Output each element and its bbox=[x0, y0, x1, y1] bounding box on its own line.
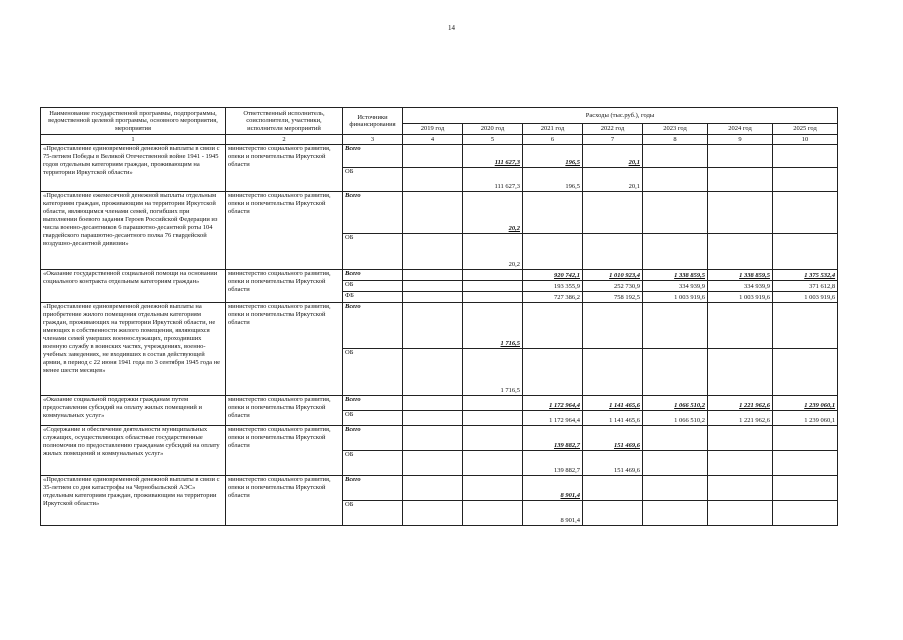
expense-value bbox=[643, 168, 708, 192]
expense-value bbox=[463, 451, 523, 476]
expense-value bbox=[463, 501, 523, 526]
header-year: 2024 год bbox=[708, 124, 773, 135]
header-year: 2025 год bbox=[773, 124, 838, 135]
expense-value: 1 066 510,2 bbox=[643, 396, 708, 411]
expense-value bbox=[708, 426, 773, 451]
expense-value bbox=[708, 451, 773, 476]
responsible-executor: министерство социального развития, опеки и попечительства Иркутской области bbox=[226, 270, 343, 303]
expense-value bbox=[643, 426, 708, 451]
expense-value bbox=[583, 476, 643, 501]
expense-value bbox=[773, 303, 838, 349]
expense-value bbox=[773, 192, 838, 234]
expense-value bbox=[643, 145, 708, 168]
expense-value bbox=[708, 145, 773, 168]
responsible-executor: министерство социального развития, опеки и попечительства Иркутской области bbox=[226, 396, 343, 426]
responsible-executor: министерство социального развития, опеки и попечительства Иркутской области bbox=[226, 192, 343, 270]
expense-value bbox=[643, 501, 708, 526]
expense-value: 196,5 bbox=[523, 168, 583, 192]
expense-value: 20,1 bbox=[583, 168, 643, 192]
expense-value: 334 939,9 bbox=[643, 281, 708, 292]
expense-value: 8 901,4 bbox=[523, 476, 583, 501]
funding-source: Всего bbox=[343, 426, 403, 451]
expense-value: 1 172 964,4 bbox=[523, 396, 583, 411]
table-row bbox=[41, 270, 838, 281]
funding-source: ФБ bbox=[343, 292, 403, 303]
header-year: 2020 год bbox=[463, 124, 523, 135]
expense-value bbox=[773, 451, 838, 476]
funding-source: ОБ bbox=[343, 411, 403, 426]
expense-value: 1 003 919,6 bbox=[708, 292, 773, 303]
expense-value: 1 239 060,1 bbox=[773, 396, 838, 411]
expense-value bbox=[463, 396, 523, 411]
activity-name: «Предоставление ежемесячной денежной выплаты отдельным категориям граждан, проживающим на территории Иркутской области, являющимся членами семей, погибших при выполнении боевого задания Героев Российской Федерации из числа военно-десантников 6 парашютно-десантной роты 104 гвардейского парашютно-десантного полка 76 гвардейской воздушно-десантной дивизии» bbox=[41, 192, 226, 270]
expense-value bbox=[583, 349, 643, 396]
expense-value: 371 612,8 bbox=[773, 281, 838, 292]
expense-value bbox=[463, 426, 523, 451]
header-year: 2022 год bbox=[583, 124, 643, 135]
table-row bbox=[41, 192, 838, 234]
table-row bbox=[41, 145, 838, 168]
expense-value: 139 882,7 bbox=[523, 451, 583, 476]
expense-value bbox=[773, 145, 838, 168]
expense-value bbox=[403, 303, 463, 349]
expense-value: 8 901,4 bbox=[523, 501, 583, 526]
expense-value bbox=[403, 192, 463, 234]
expense-value: 1 066 510,2 bbox=[643, 411, 708, 426]
expense-value: 1 239 060,1 bbox=[773, 411, 838, 426]
expense-value: 758 192,5 bbox=[583, 292, 643, 303]
expense-value: 727 386,2 bbox=[523, 292, 583, 303]
expenses-table bbox=[40, 107, 838, 526]
expense-value bbox=[583, 501, 643, 526]
expense-value bbox=[463, 476, 523, 501]
expense-value bbox=[643, 349, 708, 396]
column-number: 5 bbox=[463, 135, 523, 145]
column-number: 4 bbox=[403, 135, 463, 145]
expense-value: 1 003 919,6 bbox=[773, 292, 838, 303]
activity-name: «Предоставление единовременной денежной выплаты в связи с 35-летием со дня катастрофы на Чернобыльской АЭС» отдельным категориям граждан, проживающим на территории Иркутской области» bbox=[41, 476, 226, 526]
expense-value bbox=[463, 411, 523, 426]
table-row bbox=[41, 396, 838, 411]
expense-value bbox=[523, 303, 583, 349]
expense-value bbox=[708, 234, 773, 270]
activity-name: «Оказание государственной социальной помощи на основании социального контракта отдельным категориям граждан» bbox=[41, 270, 226, 303]
column-number: 6 bbox=[523, 135, 583, 145]
expense-value: 111 627,3 bbox=[463, 145, 523, 168]
expense-value: 1 003 919,6 bbox=[643, 292, 708, 303]
expense-value bbox=[403, 292, 463, 303]
expense-value: 1 010 923,4 bbox=[583, 270, 643, 281]
expense-value bbox=[643, 303, 708, 349]
expense-value: 1 338 859,5 bbox=[708, 270, 773, 281]
expense-value bbox=[583, 192, 643, 234]
column-number: 10 bbox=[773, 135, 838, 145]
expense-value bbox=[773, 349, 838, 396]
expense-value: 1 221 962,6 bbox=[708, 396, 773, 411]
expense-value: 1 338 859,5 bbox=[643, 270, 708, 281]
header-source: Источники финансирования bbox=[343, 108, 403, 135]
expense-value bbox=[403, 426, 463, 451]
expense-value: 193 355,9 bbox=[523, 281, 583, 292]
table-row bbox=[41, 303, 838, 349]
expense-value bbox=[773, 426, 838, 451]
expense-value bbox=[403, 411, 463, 426]
activity-name: «Предоставление единовременной денежной выплаты на приобретение жилого помещения отдельным категориям граждан, проживающих на территории Иркутской области, не имеющих в собственности жилого помещения, являющихся членами семей умерших военнослужащих, проходивших военную службу в воинских частях, учреждениях, военно-учебных заведениях, не входивших в состав действующей армии, в период с 22 июня 1941 года по 3 сентября 1945 года не менее шести месяцев» bbox=[41, 303, 226, 396]
table-row bbox=[41, 426, 838, 451]
header-expenses: Расходы (тыс.руб.), годы bbox=[403, 108, 838, 124]
funding-source: Всего bbox=[343, 303, 403, 349]
funding-source: ОБ bbox=[343, 168, 403, 192]
header-year: 2023 год bbox=[643, 124, 708, 135]
column-number: 2 bbox=[226, 135, 343, 145]
activity-name: «Предоставление единовременной денежной выплаты в связи с 75-летием Победы в Великой Отечественной войне 1941 - 1945 годов отдельным категориям граждан, проживающим на территории Иркутской области» bbox=[41, 145, 226, 192]
expense-value bbox=[403, 349, 463, 396]
expense-value bbox=[463, 292, 523, 303]
page-number: 14 bbox=[448, 24, 455, 32]
header-responsible: Ответственный исполнитель, соисполнители, участники, исполнители мероприятий bbox=[226, 108, 343, 135]
column-number: 9 bbox=[708, 135, 773, 145]
responsible-executor: министерство социального развития, опеки и попечительства Иркутской области bbox=[226, 426, 343, 476]
expense-value bbox=[773, 234, 838, 270]
expense-value bbox=[403, 234, 463, 270]
activity-name: «Оказание социальной поддержки гражданам путем предоставления субсидий на оплату жилых помещений и коммунальных услуг» bbox=[41, 396, 226, 426]
expense-value: 1 716,5 bbox=[463, 303, 523, 349]
table-row bbox=[41, 476, 838, 501]
header-year: 2021 год bbox=[523, 124, 583, 135]
responsible-executor: министерство социального развития, опеки и попечительства Иркутской области bbox=[226, 476, 343, 526]
expense-value: 920 742,1 bbox=[523, 270, 583, 281]
funding-source: ОБ bbox=[343, 451, 403, 476]
expense-value bbox=[708, 349, 773, 396]
expense-value: 1 172 964,4 bbox=[523, 411, 583, 426]
expense-value bbox=[773, 501, 838, 526]
expense-value bbox=[643, 192, 708, 234]
expense-value: 20,2 bbox=[463, 192, 523, 234]
expense-value bbox=[773, 168, 838, 192]
expense-value: 1 141 465,6 bbox=[583, 396, 643, 411]
expense-value: 1 375 532,4 bbox=[773, 270, 838, 281]
expense-value: 1 716,5 bbox=[463, 349, 523, 396]
funding-source: ОБ bbox=[343, 349, 403, 396]
expense-value: 151 469,6 bbox=[583, 451, 643, 476]
expense-value bbox=[583, 234, 643, 270]
funding-source: ОБ bbox=[343, 234, 403, 270]
expense-value bbox=[708, 303, 773, 349]
expense-value bbox=[643, 451, 708, 476]
column-number: 3 bbox=[343, 135, 403, 145]
expense-value: 1 141 465,6 bbox=[583, 411, 643, 426]
expense-value bbox=[403, 476, 463, 501]
expense-value bbox=[403, 270, 463, 281]
expense-value: 196,5 bbox=[523, 145, 583, 168]
expense-value bbox=[708, 476, 773, 501]
expense-value bbox=[523, 349, 583, 396]
column-number: 8 bbox=[643, 135, 708, 145]
activity-name: «Содержание и обеспечение деятельности муниципальных служащих, осуществляющих областные государственные полномочия по предоставлению гражданам субсидий на оплату жилых помещений и коммунальных услуг» bbox=[41, 426, 226, 476]
expense-value bbox=[403, 281, 463, 292]
expense-value: 1 221 962,6 bbox=[708, 411, 773, 426]
expense-value: 252 730,9 bbox=[583, 281, 643, 292]
expense-value bbox=[643, 476, 708, 501]
funding-source: Всего bbox=[343, 192, 403, 234]
expense-value bbox=[523, 192, 583, 234]
funding-source: Всего bbox=[343, 145, 403, 168]
expense-value: 151 469,6 bbox=[583, 426, 643, 451]
column-number: 1 bbox=[41, 135, 226, 145]
funding-source: ОБ bbox=[343, 281, 403, 292]
expense-value bbox=[463, 281, 523, 292]
expense-value bbox=[708, 168, 773, 192]
funding-source: ОБ bbox=[343, 501, 403, 526]
expense-value bbox=[773, 476, 838, 501]
expense-value bbox=[403, 501, 463, 526]
column-number: 7 bbox=[583, 135, 643, 145]
expense-value bbox=[403, 451, 463, 476]
header-name: Наименование государственной программы, подпрограммы, ведомственной целевой программы, основного мероприятия, мероприятия bbox=[41, 108, 226, 135]
expense-value: 20,1 bbox=[583, 145, 643, 168]
expense-value: 139 882,7 bbox=[523, 426, 583, 451]
expense-value: 334 939,9 bbox=[708, 281, 773, 292]
responsible-executor: министерство социального развития, опеки и попечительства Иркутской области bbox=[226, 303, 343, 396]
expense-value bbox=[403, 145, 463, 168]
expense-value: 111 627,3 bbox=[463, 168, 523, 192]
header-year: 2019 год bbox=[403, 124, 463, 135]
funding-source: Всего bbox=[343, 396, 403, 411]
expense-value bbox=[583, 303, 643, 349]
expense-value bbox=[463, 270, 523, 281]
funding-source: Всего bbox=[343, 476, 403, 501]
expense-value bbox=[643, 234, 708, 270]
expense-value bbox=[403, 396, 463, 411]
expense-value bbox=[523, 234, 583, 270]
expense-value bbox=[708, 501, 773, 526]
responsible-executor: министерство социального развития, опеки и попечительства Иркутской области bbox=[226, 145, 343, 192]
expense-value: 20,2 bbox=[463, 234, 523, 270]
expense-value bbox=[403, 168, 463, 192]
funding-source: Всего bbox=[343, 270, 403, 281]
expense-value bbox=[708, 192, 773, 234]
